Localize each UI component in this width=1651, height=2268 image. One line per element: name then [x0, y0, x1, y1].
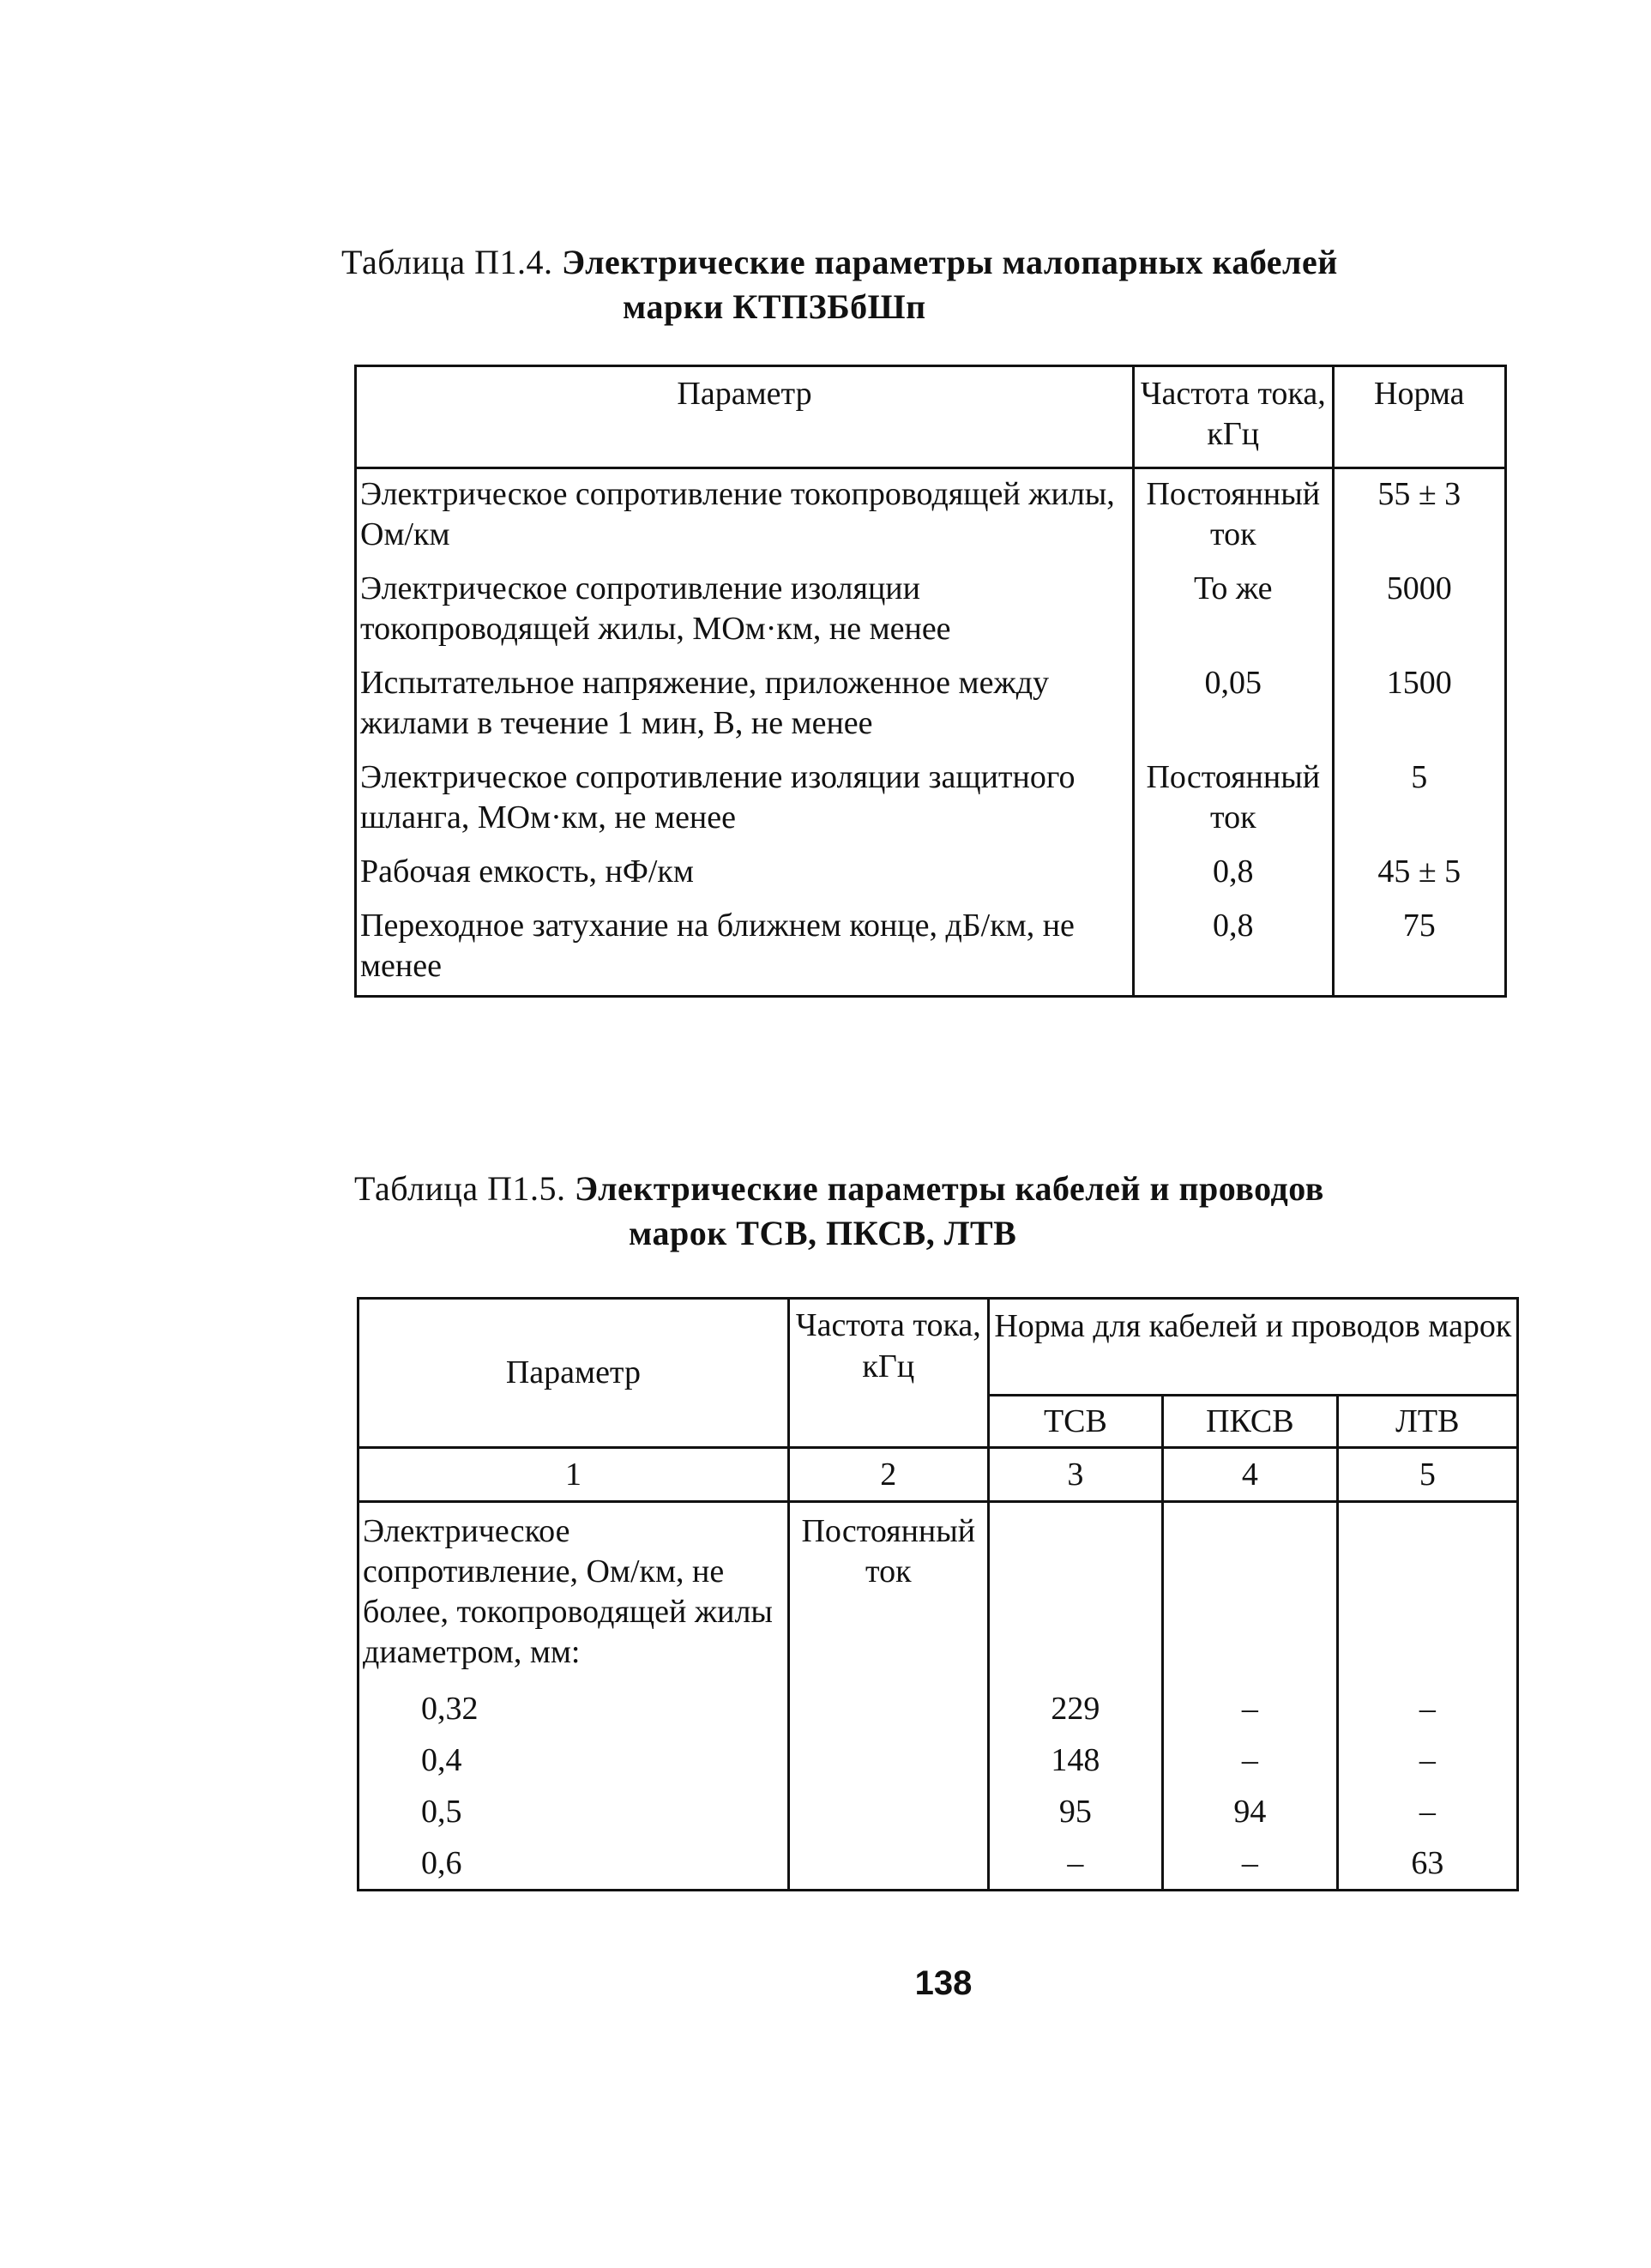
table1-cell-freq: Постоянный ток	[1134, 752, 1334, 847]
table2-header-norm-group: Норма для кабелей и проводов марок	[988, 1299, 1517, 1396]
table-row	[356, 564, 1506, 658]
table1-cell-freq: 0,8	[1134, 847, 1334, 901]
table2-cell-pksv: 94	[1163, 1786, 1338, 1837]
table1-cell-norm: 75	[1333, 901, 1505, 997]
table1-caption-title-line2: марки КТПЗБбШп	[623, 287, 926, 326]
column-number: 5	[1337, 1448, 1517, 1502]
table2-cell-diameter: 0,5	[359, 1786, 789, 1837]
table1-cell-param: Рабочая емкость, нФ/км	[356, 847, 1134, 901]
column-number: 3	[988, 1448, 1162, 1502]
table1-cell-norm: 1500	[1333, 658, 1505, 752]
table2-empty-cell	[788, 1837, 988, 1891]
table2-empty-cell	[988, 1502, 1162, 1684]
table1-header-freq: Частота тока, кГц	[1134, 366, 1334, 468]
table-row	[356, 847, 1506, 901]
table2-cell-tsv: –	[988, 1837, 1162, 1891]
table2	[357, 1297, 1519, 1891]
table-row	[359, 1786, 1518, 1837]
table2-cell-diameter: 0,6	[359, 1837, 789, 1891]
table2-empty-cell	[788, 1786, 988, 1837]
table2-empty-cell	[788, 1683, 988, 1734]
table1-caption	[341, 240, 1525, 329]
table2-cell-tsv: 95	[988, 1786, 1162, 1837]
table1-caption-label: Таблица П1.4.	[341, 243, 553, 281]
table2-description-row	[359, 1502, 1518, 1684]
table1-cell-norm: 5000	[1333, 564, 1505, 658]
table2-caption-title: Электрические параметры кабелей и проводов	[574, 1169, 1324, 1208]
table2-cell-tsv: 148	[988, 1734, 1162, 1786]
table1-header-row	[356, 366, 1506, 468]
table2-cell-pksv: –	[1163, 1837, 1338, 1891]
table-row	[359, 1734, 1518, 1786]
table1	[354, 365, 1507, 998]
table1-header-param: Параметр	[356, 366, 1134, 468]
table2-description: Электрическое сопротивление, Ом/км, не более, токопроводящей жилы диаметром, мм:	[359, 1502, 789, 1684]
table2-cell-tsv: 229	[988, 1683, 1162, 1734]
table2-cell-diameter: 0,32	[359, 1683, 789, 1734]
table-row	[356, 468, 1506, 564]
table1-caption-title: Электрические параметры малопарных кабелей	[561, 243, 1338, 281]
table2-cell-pksv: –	[1163, 1683, 1338, 1734]
table-row	[359, 1837, 1518, 1891]
table2-caption-title-line2: марок ТСВ, ПКСВ, ЛТВ	[629, 1214, 1017, 1252]
table1-cell-param: Электрическое сопротивление изоляции токопроводящей жилы, МОм·км, не менее	[356, 564, 1134, 658]
column-number: 2	[788, 1448, 988, 1502]
table1-cell-freq: То же	[1134, 564, 1334, 658]
table2-header-tsv: ТСВ	[988, 1396, 1162, 1448]
table1-cell-param: Переходное затухание на ближнем конце, дБ/км, не менее	[356, 901, 1134, 997]
table1-cell-norm: 55 ± 3	[1333, 468, 1505, 564]
table1-header-norm: Норма	[1333, 366, 1505, 468]
table2-description-freq: Постоянный ток	[788, 1502, 988, 1684]
table2-cell-ltv: 63	[1337, 1837, 1517, 1891]
table1-cell-freq: 0,8	[1134, 901, 1334, 997]
table2-cell-ltv: –	[1337, 1786, 1517, 1837]
table2-cell-ltv: –	[1337, 1683, 1517, 1734]
table2-empty-cell	[1337, 1502, 1517, 1684]
table2-header-pksv: ПКСВ	[1163, 1396, 1338, 1448]
table2-header-freq: Частота тока, кГц	[788, 1299, 988, 1448]
table2-caption-label: Таблица П1.5.	[354, 1169, 566, 1208]
table-row	[356, 658, 1506, 752]
column-number: 1	[359, 1448, 789, 1502]
table-row	[356, 901, 1506, 997]
table1-cell-norm: 45 ± 5	[1333, 847, 1505, 901]
table2-empty-cell	[1163, 1502, 1338, 1684]
table2-header-param: Параметр	[359, 1299, 789, 1448]
table2-caption	[354, 1167, 1538, 1256]
table1-cell-norm: 5	[1333, 752, 1505, 847]
table1-cell-param: Электрическое сопротивление изоляции защитного шланга, МОм·км, не менее	[356, 752, 1134, 847]
table1-cell-freq: Постоянный ток	[1134, 468, 1334, 564]
table2-header-row	[359, 1299, 1518, 1396]
table2-column-numbers	[359, 1448, 1518, 1502]
table1-cell-freq: 0,05	[1134, 658, 1334, 752]
table1-cell-param: Испытательное напряжение, приложенное между жилами в течение 1 мин, В, не менее	[356, 658, 1134, 752]
table2-header-ltv: ЛТВ	[1337, 1396, 1517, 1448]
table2-cell-diameter: 0,4	[359, 1734, 789, 1786]
table-row	[356, 752, 1506, 847]
page-number: 138	[914, 1964, 973, 2002]
table-row	[359, 1683, 1518, 1734]
table2-cell-ltv: –	[1337, 1734, 1517, 1786]
table2-empty-cell	[788, 1734, 988, 1786]
table2-cell-pksv: –	[1163, 1734, 1338, 1786]
column-number: 4	[1163, 1448, 1338, 1502]
table1-cell-param: Электрическое сопротивление токопроводящей жилы, Ом/км	[356, 468, 1134, 564]
